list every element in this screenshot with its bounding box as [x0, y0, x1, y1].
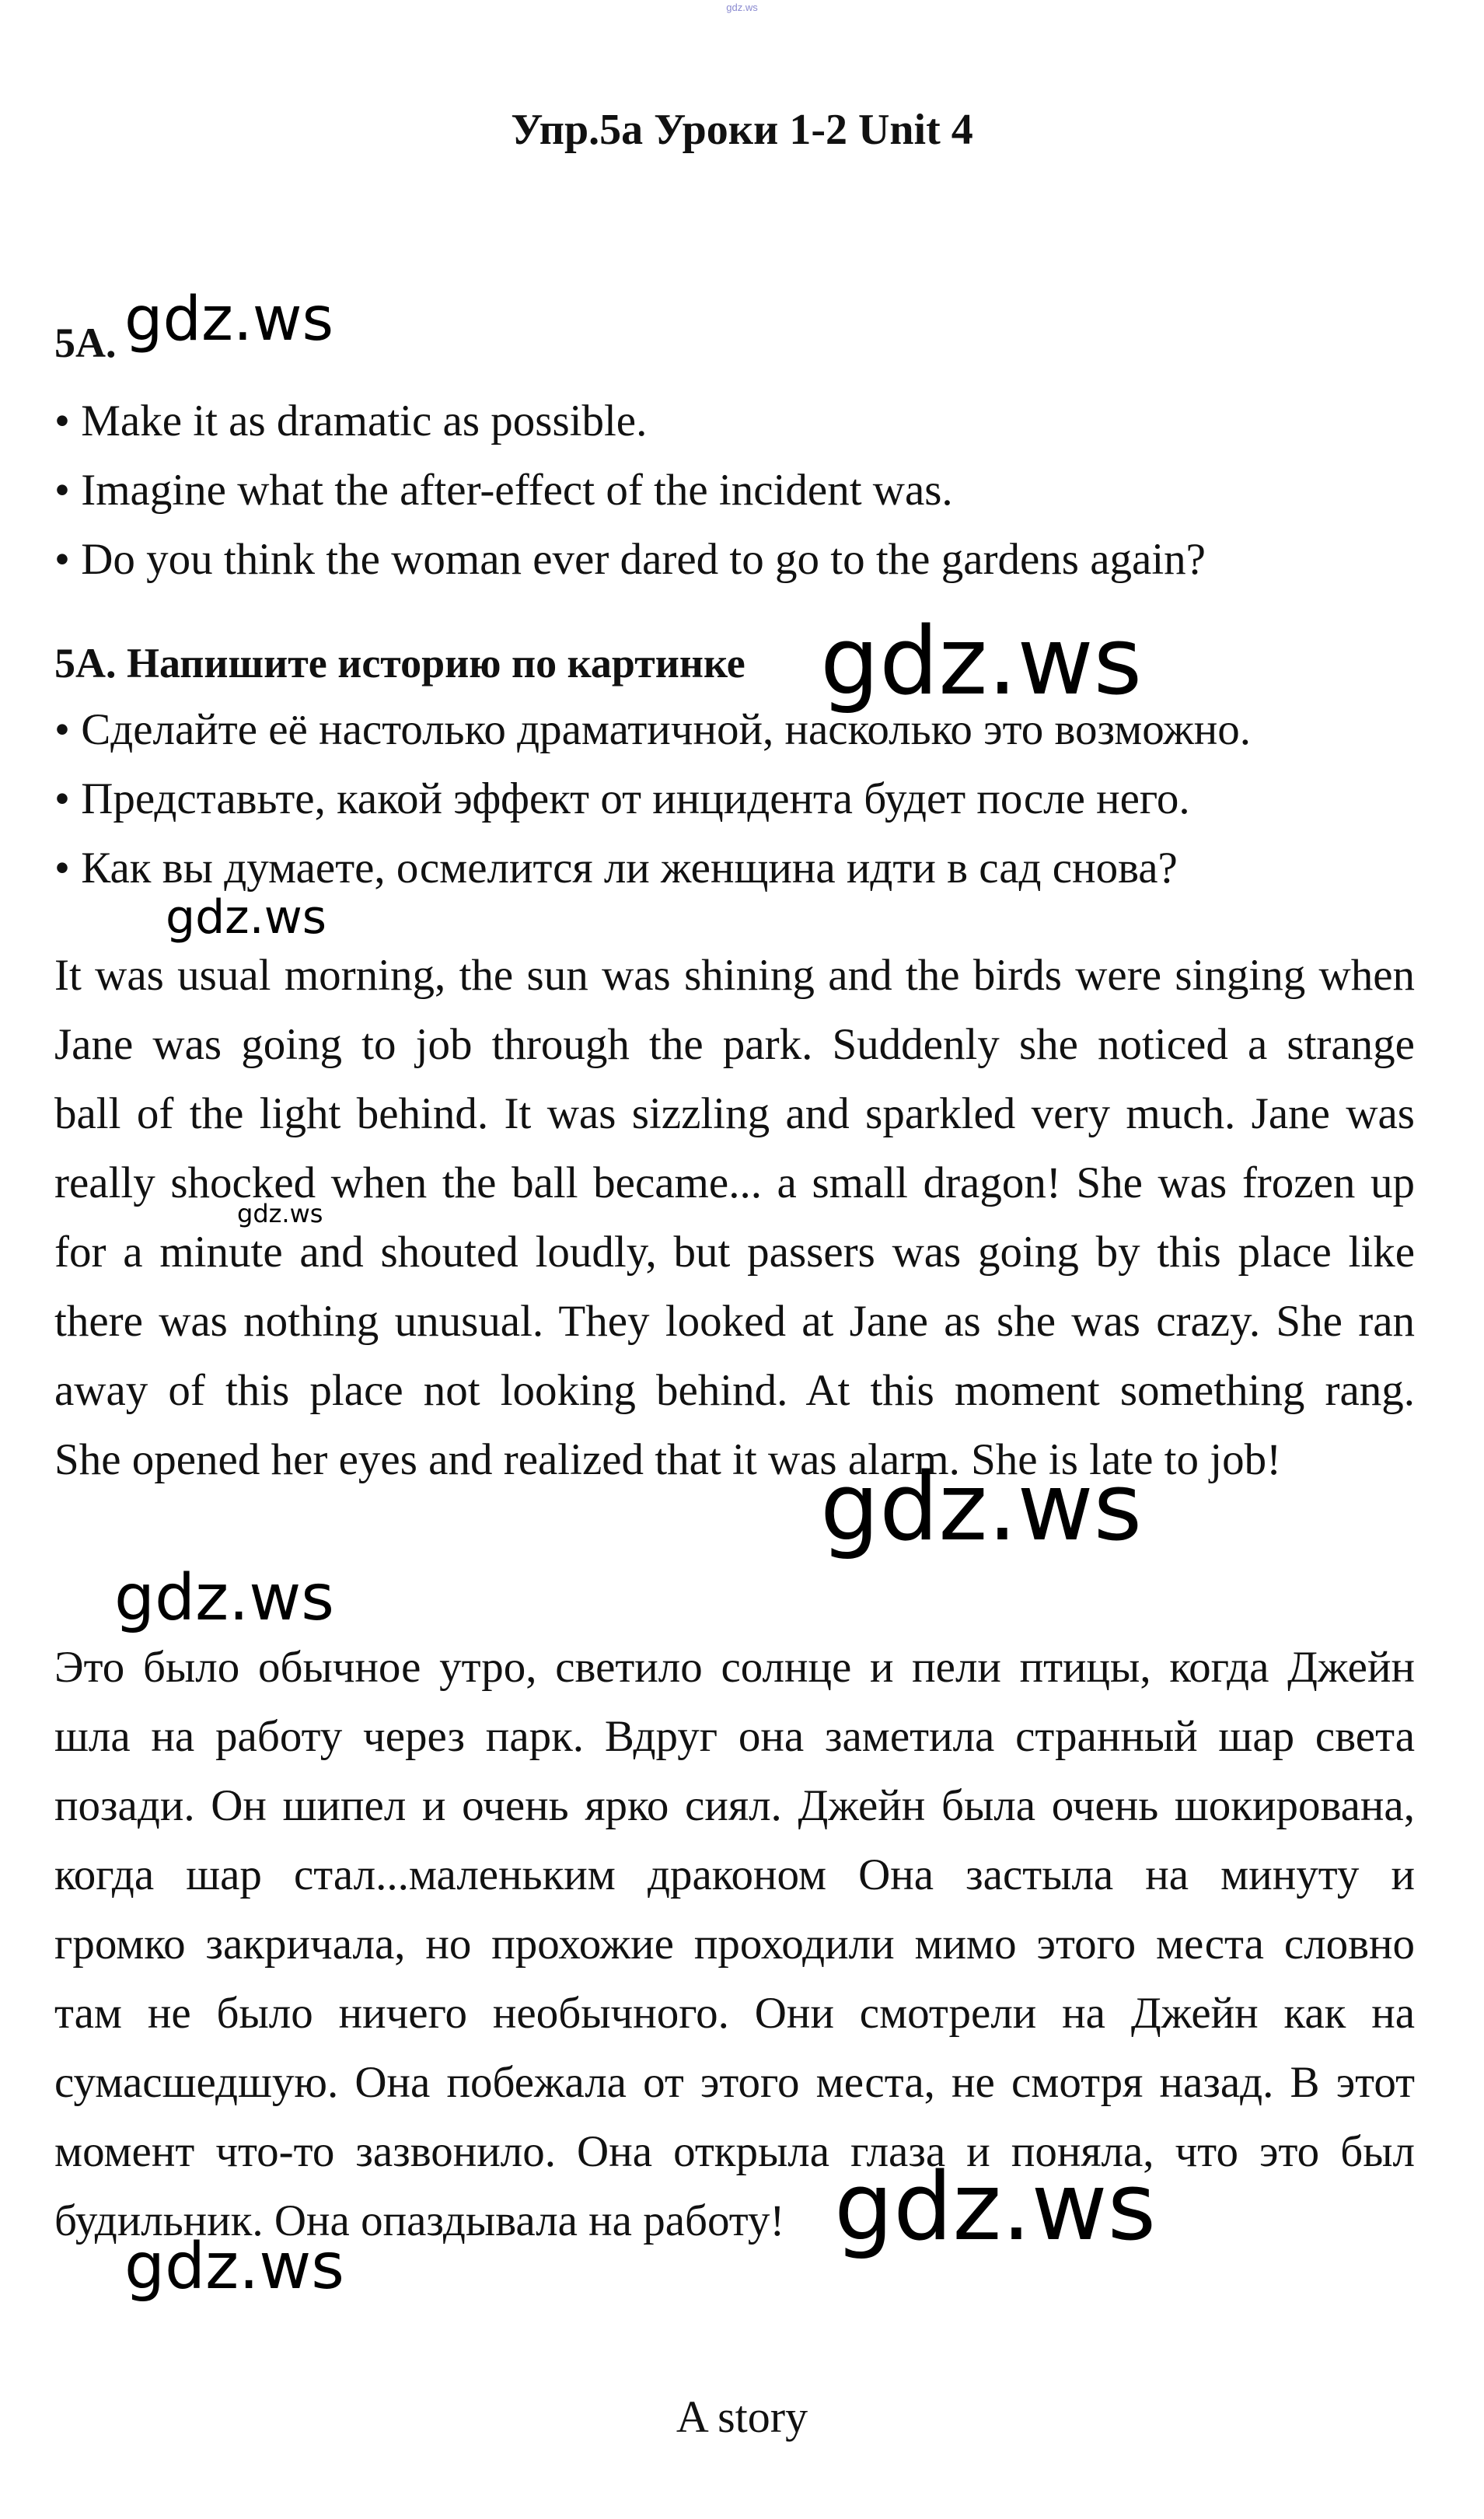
story-line: away of this place not looking behind. At this moment something rang.	[54, 1366, 1415, 1415]
story-line: момент что-то зазвонило. Она открыла глаза и поняла, что это был	[54, 2127, 1415, 2176]
task-en-bullets	[54, 386, 1206, 594]
story-line: Jane was going to job through the park. Suddenly she noticed a strange	[54, 1020, 1415, 1069]
story-line: there was nothing unusual. They looked at Jane as she was crazy. She ran	[54, 1297, 1415, 1346]
story-line: Это было обычное утро, светило солнце и пели птицы, когда Джейн	[54, 1643, 1415, 1692]
task-en-bullet: • Make it as dramatic as possible.	[54, 386, 1206, 456]
page-footer: A story	[676, 2391, 808, 2442]
task-en-heading: 5A.	[54, 320, 117, 366]
page-title: Упр.5a Уроки 1-2 Unit 4	[511, 106, 973, 154]
story-line: позади. Он шипел и очень ярко сиял. Джейн была очень шокирована,	[54, 1781, 1415, 1830]
task-ru-heading: 5А. Напишите историю по картинке	[54, 640, 745, 687]
story-line: когда шар стал...маленьким драконом Она застыла на минуту и	[54, 1850, 1415, 1899]
task-ru-bullet: • Представьте, какой эффект от инцидента будет после него.	[54, 764, 1251, 833]
task-en-bullet: • Do you think the woman ever dared to go to the gardens again?	[54, 525, 1206, 594]
story-line: She opened her eyes and realized that it was alarm. She is late to job!	[54, 1435, 1282, 1484]
task-ru-bullet: • Сделайте её настолько драматичной, насколько это возможно.	[54, 695, 1251, 764]
watermark: gdz.ws	[114, 1561, 334, 1635]
story-line: сумасшедшую. Она побежала от этого места, не смотря назад. В этот	[54, 2058, 1415, 2107]
story-line: really shocked when the ball became... a small dragon! She was frozen up	[54, 1158, 1415, 1207]
watermark: gdz.ws	[834, 2154, 1157, 2262]
story-line: громко закричала, но прохожие проходили мимо этого места словно	[54, 1920, 1415, 1969]
watermark: gdz.ws	[166, 890, 327, 945]
watermark: gdz.ws	[124, 285, 334, 355]
top-watermark: gdz.ws	[726, 2, 758, 13]
story-line: шла на работу через парк. Вдруг она заметила странный шар света	[54, 1712, 1415, 1761]
story-line: ball of the light behind. It was sizzling and sparkled very much. Jane was	[54, 1089, 1415, 1138]
watermark: gdz.ws	[820, 608, 1143, 716]
story-line: for a minute and shouted loudly, but passers was going by this place like	[54, 1228, 1415, 1277]
watermark: gdz.ws	[124, 2230, 344, 2304]
story-russian	[54, 1633, 1415, 2262]
task-ru-bullets	[54, 695, 1251, 903]
task-en-bullet: • Imagine what the after-effect of the incident was.	[54, 456, 1206, 525]
story-line: It was usual morning, the sun was shining and the birds were singing when	[54, 951, 1415, 1000]
task-ru-bullet: • Как вы думаете, осмелится ли женщина идти в сад снова?	[54, 833, 1251, 903]
story-line: там не было ничего необычного. Они смотрели на Джейн как на	[54, 1989, 1415, 2038]
story-line: будильник. Она опаздывала на работу!	[54, 2196, 785, 2245]
watermark: gdz.ws	[820, 1454, 1143, 1562]
watermark: gdz.ws	[237, 1199, 323, 1228]
